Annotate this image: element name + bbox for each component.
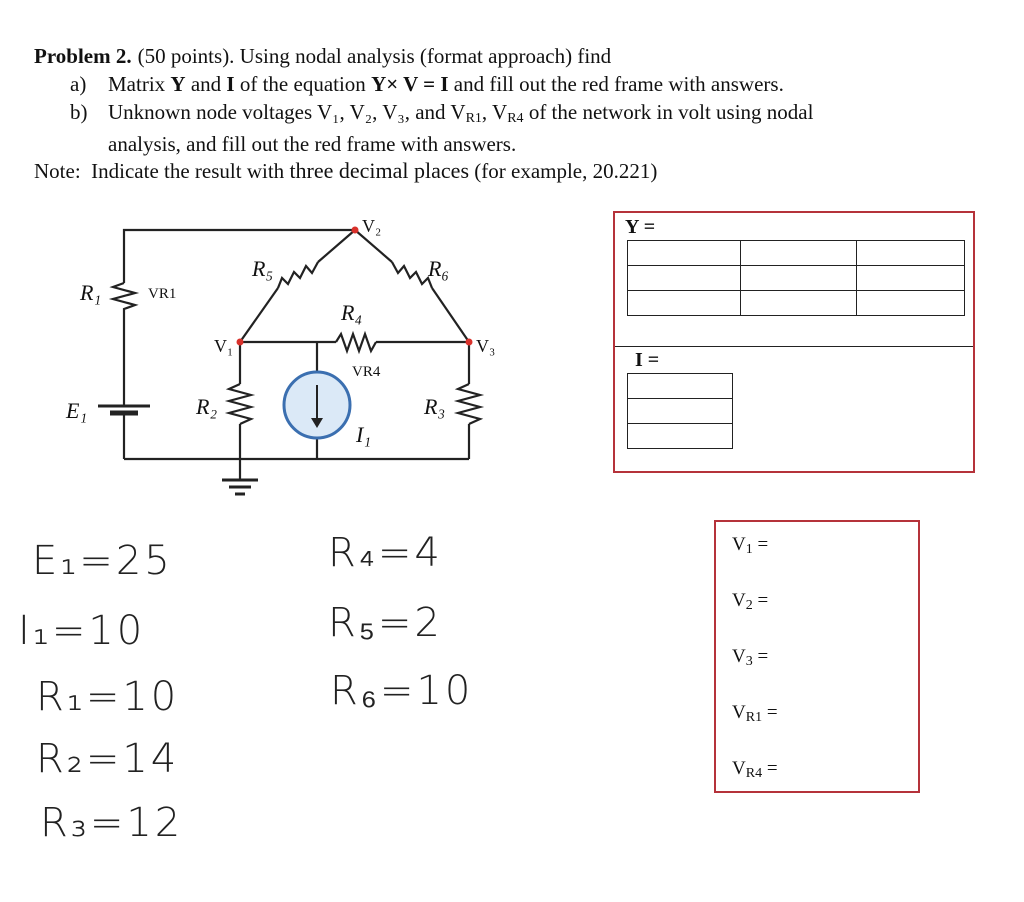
- r5-resistor: [278, 262, 318, 288]
- y-cell[interactable]: [741, 291, 857, 316]
- voltage-answer-frame: [714, 520, 920, 793]
- y-cell[interactable]: [741, 241, 857, 266]
- r2-resistor: [229, 384, 251, 424]
- r4-resistor: [336, 334, 376, 351]
- label-r2: R₂: [196, 394, 218, 419]
- given-r2: R₂=14: [36, 736, 180, 782]
- label-e1: E₁: [66, 398, 88, 423]
- given-e1: E₁=25: [32, 538, 173, 584]
- label-r5: R₅: [252, 256, 274, 281]
- y-cell[interactable]: [857, 291, 965, 316]
- item-b-text: Unknown node voltages V₁, V₂, V₃, and $V_{R1}$, $V_{R4}$ of the network in volt using nodal: [108, 100, 814, 126]
- node-v2-dot: [352, 227, 359, 234]
- given-r6: R₆=10: [330, 668, 474, 714]
- top-wire: [124, 230, 355, 283]
- y-cell[interactable]: [857, 266, 965, 291]
- given-i1: I₁=10: [18, 608, 146, 654]
- label-r6: R₆: [428, 256, 450, 281]
- answer-v1[interactable]: $V_1$ =: [732, 534, 769, 557]
- battery-icon: [98, 396, 150, 419]
- item-a-text: Matrix Y and I of the equation Y× V = I and fill out the red frame with answers.: [108, 72, 784, 96]
- y-cell[interactable]: [741, 266, 857, 291]
- i-label: I =: [635, 349, 660, 371]
- label-r3: R₃: [424, 394, 446, 419]
- label-v2: V₂: [362, 216, 382, 236]
- node-v1-dot: [237, 339, 244, 346]
- item-b-continuation: analysis, and fill out the red frame with answers.: [108, 132, 517, 156]
- i-cell[interactable]: [628, 374, 733, 399]
- r3-resistor: [458, 384, 480, 424]
- frame-divider: [615, 346, 973, 347]
- y-cell[interactable]: [628, 266, 741, 291]
- label-v1: V₁: [214, 336, 234, 356]
- note: Note: Indicate the result with three decimal places (for example, 20.221): [34, 158, 658, 183]
- item-a-label: a): [70, 72, 87, 96]
- item-b-label: b): [70, 100, 88, 124]
- y-cell[interactable]: [628, 291, 741, 316]
- label-r4: R₄: [341, 300, 363, 325]
- label-vr4: VR4: [352, 364, 381, 380]
- answer-vr1[interactable]: $V_{R1}$ =: [732, 702, 778, 725]
- label-r1: R₁: [80, 280, 102, 305]
- r1-resistor: [113, 283, 135, 396]
- circuit-wires: [113, 230, 480, 494]
- given-r3: R₃=12: [40, 800, 184, 846]
- given-r1: R₁=10: [36, 674, 180, 720]
- i-cell[interactable]: [628, 399, 733, 424]
- label-i1: I₁: [356, 422, 371, 447]
- label-vr1: VR1: [148, 286, 177, 302]
- r6-resistor: [392, 262, 432, 288]
- problem-intro: (50 points). Using nodal analysis (format approach) find: [137, 44, 612, 68]
- answer-v2[interactable]: $V_2$ =: [732, 590, 769, 613]
- y-label: Y =: [625, 216, 656, 238]
- y-i-answer-frame: [613, 211, 975, 473]
- current-source-icon: [284, 372, 350, 438]
- given-r5: R₅=2: [328, 600, 443, 646]
- given-r4: R₄=4: [328, 530, 443, 576]
- node-v3-dot: [466, 339, 473, 346]
- y-cell[interactable]: [628, 241, 741, 266]
- i-cell[interactable]: [628, 424, 733, 449]
- label-v3: V₃: [476, 336, 496, 356]
- y-matrix-table: [627, 240, 965, 316]
- problem-title: Problem 2.: [34, 44, 132, 68]
- answer-v3[interactable]: $V_3$ =: [732, 646, 769, 669]
- answer-vr4[interactable]: $V_{R4}$ =: [732, 758, 778, 781]
- y-cell[interactable]: [857, 241, 965, 266]
- i-vector-table: [627, 373, 733, 449]
